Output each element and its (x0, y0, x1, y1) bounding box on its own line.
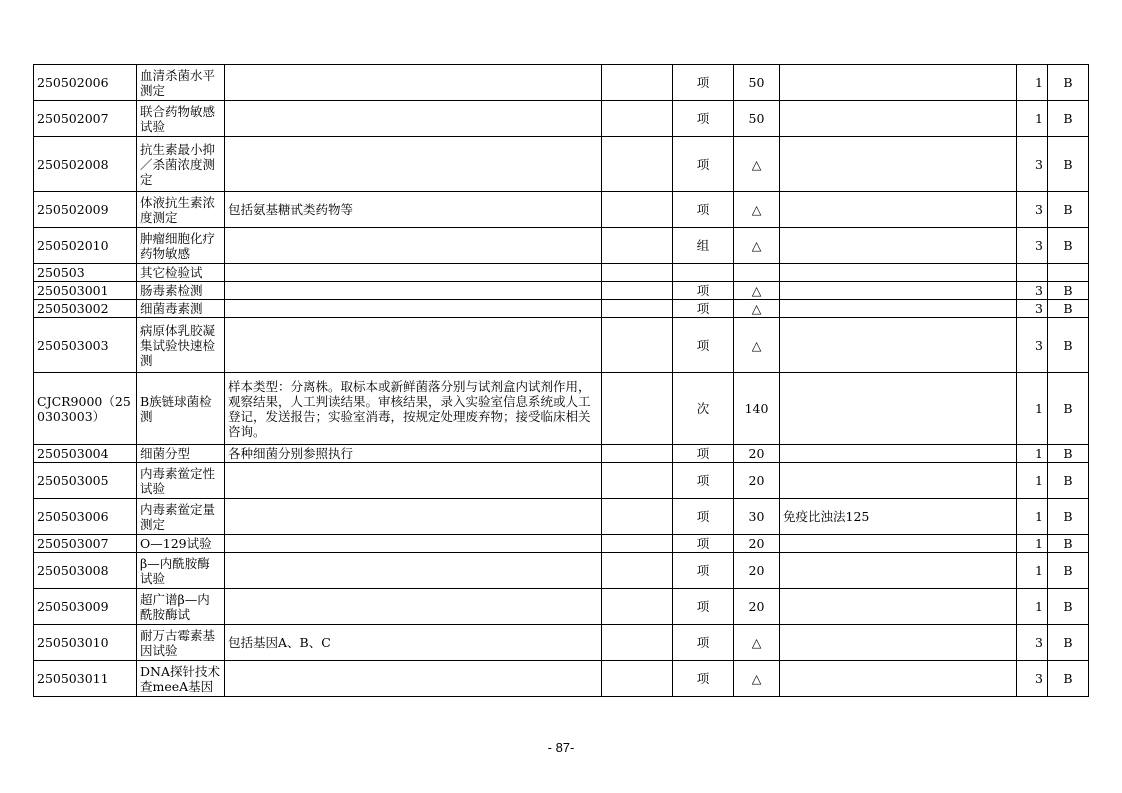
table-cell-name: 细菌分型 (137, 445, 225, 463)
table-cell-flag: 1 (1017, 535, 1048, 553)
table-cell-category: B (1048, 192, 1089, 228)
table-cell-remark (780, 318, 1017, 373)
table-cell-name: DNA探针技术查meeA基因 (137, 661, 225, 697)
table-cell-unit: 次 (673, 373, 734, 445)
table-cell-remark (780, 445, 1017, 463)
table-cell-code: 250503001 (34, 282, 137, 300)
table-cell-price: △ (734, 300, 780, 318)
table-cell-remark (780, 137, 1017, 192)
table-cell-remark (780, 463, 1017, 499)
table-row (34, 535, 1089, 553)
table-cell-name: 耐万古霉素基因试验 (137, 625, 225, 661)
table-cell-name: β—内酰胺酶试验 (137, 553, 225, 589)
table-cell-blank (602, 373, 673, 445)
table-cell-flag: 1 (1017, 373, 1048, 445)
table-cell-category: B (1048, 318, 1089, 373)
table-cell-price: 20 (734, 589, 780, 625)
table-cell-description (225, 553, 602, 589)
table-cell-price: 50 (734, 65, 780, 101)
table-cell-price: △ (734, 282, 780, 300)
table-cell-blank (602, 192, 673, 228)
table-cell-blank (602, 463, 673, 499)
table-cell-flag: 3 (1017, 625, 1048, 661)
table-cell-remark (780, 264, 1017, 282)
table-cell-flag: 1 (1017, 445, 1048, 463)
table-cell-blank (602, 553, 673, 589)
table-cell-blank (602, 300, 673, 318)
table-cell-description (225, 65, 602, 101)
table-cell-description (225, 463, 602, 499)
fee-schedule-table-wrapper (33, 64, 1089, 697)
table-cell-flag: 3 (1017, 137, 1048, 192)
table-cell-unit: 项 (673, 589, 734, 625)
table-cell-category: B (1048, 589, 1089, 625)
table-cell-category: B (1048, 101, 1089, 137)
table-cell-category: B (1048, 137, 1089, 192)
table-cell-flag (1017, 264, 1048, 282)
table-cell-flag: 1 (1017, 589, 1048, 625)
table-cell-price: 20 (734, 553, 780, 589)
table-cell-remark (780, 228, 1017, 264)
table-cell-name: 内毒素鲎定性试验 (137, 463, 225, 499)
table-row (34, 65, 1089, 101)
table-cell-name: 超广谱β—内酰胺酶试 (137, 589, 225, 625)
table-cell-remark (780, 101, 1017, 137)
table-cell-unit: 项 (673, 137, 734, 192)
table-row (34, 300, 1089, 318)
table-cell-name: 病原体乳胶凝集试验快速检测 (137, 318, 225, 373)
table-cell-unit: 项 (673, 535, 734, 553)
table-cell-price: 20 (734, 445, 780, 463)
table-row (34, 373, 1089, 445)
table-cell-remark: 免疫比浊法125 (780, 499, 1017, 535)
table-cell-category: B (1048, 535, 1089, 553)
table-cell-unit (673, 264, 734, 282)
table-cell-blank (602, 101, 673, 137)
table-row (34, 192, 1089, 228)
table-cell-description (225, 499, 602, 535)
table-cell-flag: 3 (1017, 318, 1048, 373)
table-cell-description (225, 589, 602, 625)
table-cell-blank (602, 445, 673, 463)
table-cell-category: B (1048, 300, 1089, 318)
table-cell-flag: 3 (1017, 192, 1048, 228)
table-row (34, 661, 1089, 697)
table-cell-remark (780, 625, 1017, 661)
table-cell-blank (602, 589, 673, 625)
page-number: - 87- (547, 740, 575, 755)
table-cell-flag: 1 (1017, 499, 1048, 535)
table-cell-price: 140 (734, 373, 780, 445)
table-cell-flag: 1 (1017, 65, 1048, 101)
table-cell-category: B (1048, 661, 1089, 697)
table-row (34, 589, 1089, 625)
table-cell-price: △ (734, 625, 780, 661)
table-cell-price: △ (734, 661, 780, 697)
table-cell-price: 20 (734, 463, 780, 499)
table-cell-category (1048, 264, 1089, 282)
table-cell-description: 包括基因A、B、C (225, 625, 602, 661)
table-cell-unit: 项 (673, 463, 734, 499)
table-cell-blank (602, 137, 673, 192)
table-row (34, 137, 1089, 192)
table-cell-remark (780, 553, 1017, 589)
table-cell-remark (780, 661, 1017, 697)
table-cell-unit: 项 (673, 499, 734, 535)
table-cell-remark (780, 192, 1017, 228)
table-cell-price: △ (734, 318, 780, 373)
table-cell-blank (602, 228, 673, 264)
table-row (34, 445, 1089, 463)
table-cell-blank (602, 65, 673, 101)
table-cell-flag: 3 (1017, 661, 1048, 697)
table-cell-unit: 项 (673, 318, 734, 373)
table-cell-description: 各种细菌分别参照执行 (225, 445, 602, 463)
table-cell-unit: 项 (673, 101, 734, 137)
table-cell-description (225, 300, 602, 318)
table-cell-description: 样本类型：分离株。取标本或新鲜菌落分别与试剂盒内试剂作用，观察结果，人工判读结果。审核结果，录入实验室信息系统或人工登记，发送报告；实验室消毒，按规定处理废弃物；接受临床相关咨询。 (225, 373, 602, 445)
table-cell-price: 30 (734, 499, 780, 535)
table-cell-code: 250502008 (34, 137, 137, 192)
table-cell-category: B (1048, 553, 1089, 589)
table-cell-code: 250503008 (34, 553, 137, 589)
table-cell-code: 250503010 (34, 625, 137, 661)
table-cell-flag: 3 (1017, 300, 1048, 318)
table-row (34, 463, 1089, 499)
table-cell-unit: 项 (673, 300, 734, 318)
table-cell-flag: 3 (1017, 282, 1048, 300)
table-cell-code: 250503006 (34, 499, 137, 535)
table-row (34, 101, 1089, 137)
table-cell-code: 250502009 (34, 192, 137, 228)
table-cell-category: B (1048, 625, 1089, 661)
table-cell-code: 250503011 (34, 661, 137, 697)
table-cell-code: 250503 (34, 264, 137, 282)
table-cell-name: 抗生素最小抑／杀菌浓度测定 (137, 137, 225, 192)
table-cell-name: 细菌毒素测 (137, 300, 225, 318)
table-cell-code: 250502006 (34, 65, 137, 101)
table-cell-remark (780, 65, 1017, 101)
fee-schedule-table (33, 64, 1089, 697)
table-cell-category: B (1048, 463, 1089, 499)
table-cell-description (225, 101, 602, 137)
table-row (34, 553, 1089, 589)
table-cell-code: 250503009 (34, 589, 137, 625)
table-cell-description (225, 228, 602, 264)
table-cell-unit: 项 (673, 445, 734, 463)
table-cell-remark (780, 373, 1017, 445)
table-cell-price: 20 (734, 535, 780, 553)
table-cell-remark (780, 589, 1017, 625)
table-cell-category: B (1048, 373, 1089, 445)
table-cell-category: B (1048, 65, 1089, 101)
table-cell-code: 250503004 (34, 445, 137, 463)
table-cell-blank (602, 264, 673, 282)
table-cell-unit: 项 (673, 65, 734, 101)
table-cell-flag: 1 (1017, 101, 1048, 137)
table-cell-code: 250502007 (34, 101, 137, 137)
table-cell-description (225, 264, 602, 282)
table-cell-code: 250503007 (34, 535, 137, 553)
table-cell-category: B (1048, 282, 1089, 300)
table-cell-name: 内毒素鲎定量测定 (137, 499, 225, 535)
table-cell-blank (602, 499, 673, 535)
table-cell-name: 肿瘤细胞化疗药物敏感 (137, 228, 225, 264)
table-cell-unit: 项 (673, 282, 734, 300)
table-cell-price: △ (734, 137, 780, 192)
table-cell-code: 250503005 (34, 463, 137, 499)
table-cell-remark (780, 300, 1017, 318)
table-cell-unit: 项 (673, 661, 734, 697)
table-cell-category: B (1048, 445, 1089, 463)
table-cell-remark (780, 535, 1017, 553)
table-cell-price: △ (734, 228, 780, 264)
table-cell-blank (602, 282, 673, 300)
table-cell-blank (602, 318, 673, 373)
table-cell-description (225, 661, 602, 697)
table-cell-code: 250502010 (34, 228, 137, 264)
table-cell-name: 联合药物敏感试验 (137, 101, 225, 137)
table-cell-name: 其它检验试 (137, 264, 225, 282)
table-cell-remark (780, 282, 1017, 300)
table-cell-code: 250503002 (34, 300, 137, 318)
table-row (34, 499, 1089, 535)
table-row (34, 318, 1089, 373)
table-row (34, 228, 1089, 264)
table-cell-unit: 项 (673, 192, 734, 228)
table-cell-flag: 3 (1017, 228, 1048, 264)
table-cell-flag: 1 (1017, 553, 1048, 589)
table-cell-code: CJCR9000（250303003） (34, 373, 137, 445)
table-row (34, 282, 1089, 300)
table-cell-description (225, 535, 602, 553)
table-cell-blank (602, 625, 673, 661)
table-row (34, 625, 1089, 661)
table-cell-category: B (1048, 228, 1089, 264)
table-cell-description (225, 137, 602, 192)
table-body (34, 65, 1089, 697)
table-cell-name: 体液抗生素浓度测定 (137, 192, 225, 228)
table-cell-description (225, 282, 602, 300)
table-cell-name: O—129试验 (137, 535, 225, 553)
table-cell-description: 包括氨基糖甙类药物等 (225, 192, 602, 228)
table-cell-name: 血清杀菌水平测定 (137, 65, 225, 101)
table-cell-unit: 项 (673, 625, 734, 661)
table-cell-blank (602, 535, 673, 553)
table-cell-flag: 1 (1017, 463, 1048, 499)
table-cell-price: 50 (734, 101, 780, 137)
table-cell-unit: 项 (673, 553, 734, 589)
table-cell-price (734, 264, 780, 282)
table-cell-unit: 组 (673, 228, 734, 264)
table-cell-price: △ (734, 192, 780, 228)
table-cell-blank (602, 661, 673, 697)
table-cell-description (225, 318, 602, 373)
table-cell-name: 肠毒素检测 (137, 282, 225, 300)
table-cell-category: B (1048, 499, 1089, 535)
table-cell-code: 250503003 (34, 318, 137, 373)
table-cell-name: B族链球菌检测 (137, 373, 225, 445)
table-row (34, 264, 1089, 282)
